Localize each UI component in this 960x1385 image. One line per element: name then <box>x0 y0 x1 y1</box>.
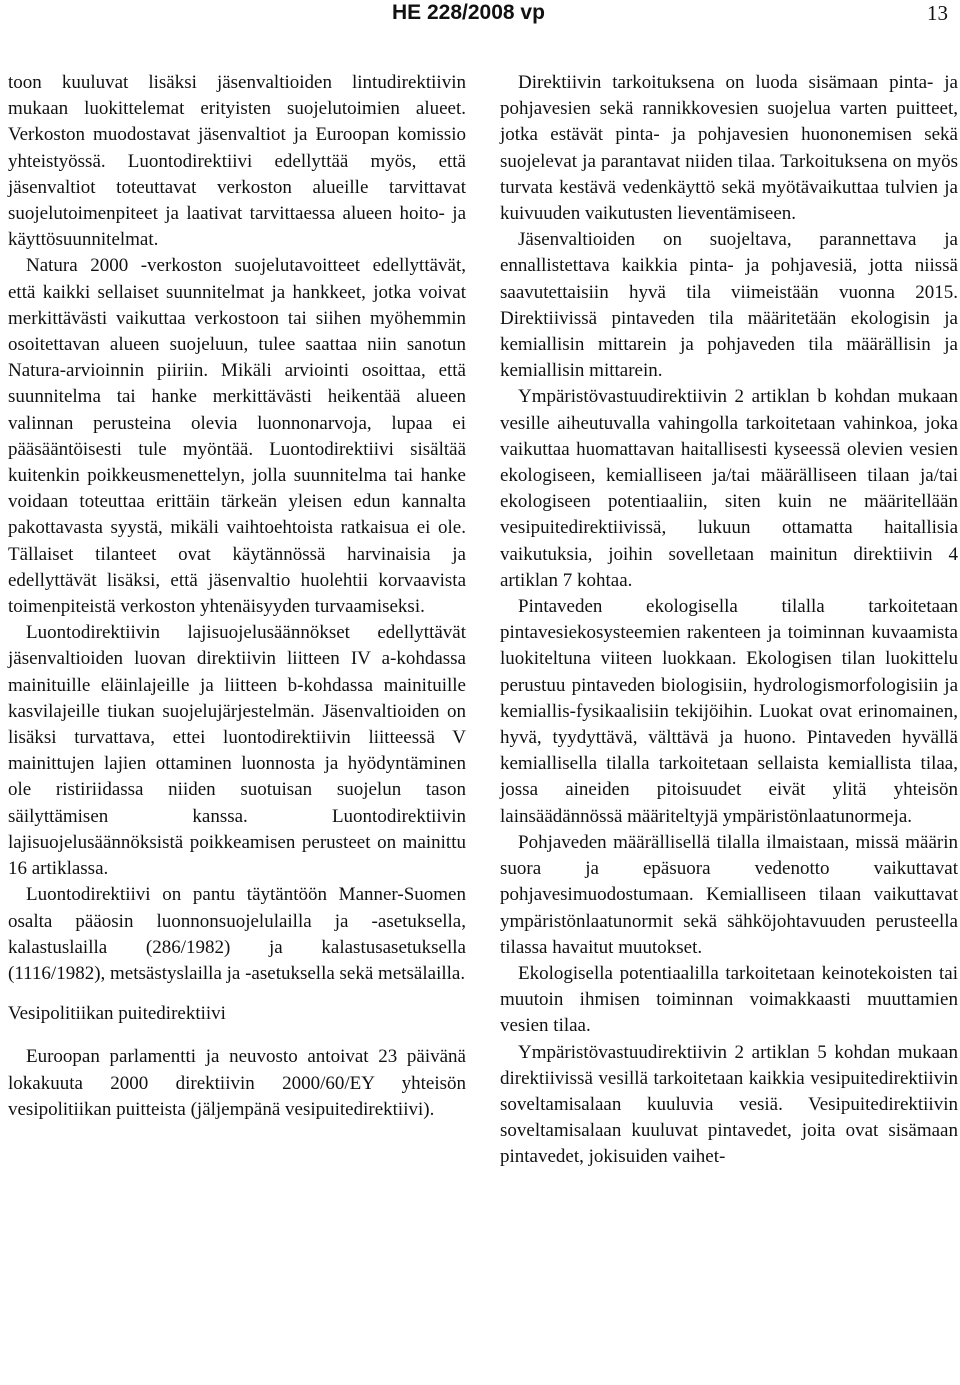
paragraph: Euroopan parlamentti ja neuvosto antoivat 23 päivänä lokakuuta 2000 direktiivin 2000/60/EY yhteisön vesipolitiikan puitteista (jäljempänä vesipuitedirektiivi). <box>8 1046 466 1120</box>
page-number: 13 <box>927 1 948 25</box>
paragraph: Ympäristövastuudirektiivin 2 artiklan b kohdan mukaan vesille aiheutuvalla vahingolla tarkoitetaan vahinkoa, joka vaikuttaa huomattavan haitallisesti kyseessä olevien vesien ekologiseen, kemialliseen ja/tai määrälliseen tilaan ja/tai ekologiseen potentiaaliin, siten kuin ne määritellään vesipuitedirektiivissä, lukuun ottamatta haitallisia vaikutuksia, joihin sovelletaan mainitun direktiivin 4 artiklan 7 kohtaa. <box>500 386 958 591</box>
paragraph: Jäsenvaltioiden on suojeltava, parannettava ja ennallistettava kaikkia pinta- ja pohjavesiä, jotta niissä saavutettaisiin hyvä tila viimeistään vuonna 2015. Direktiivissä pintaveden tila määritetään ekologisin ja kemiallisin mittarein ja pohjaveden tila määrällisin ja kemiallisin mittarein. <box>500 229 958 382</box>
paragraph: Luontodirektiivi on pantu täytäntöön Manner-Suomen osalta pääosin luonnonsuojelulailla ja -asetuksella, kalastuslailla (286/1982) ja kalastusasetuksella (1116/1982), metsästyslailla ja -asetuksella sekä metsälailla. <box>8 884 466 984</box>
paragraph: Luontodirektiivin lajisuojelusäännökset edellyttävät jäsenvaltioiden luovan direktiivin liitteen IV a-kohdassa mainituille eläinlajeille ja liitteen b-kohdassa mainituille kasvilajeille tiukan suojelujärjestelmän. Jäsenvaltioiden on lisäksi turvattava, ettei luontodirektiivin liitteessä V mainittujen lajien ottaminen luonnosta ja hyödyntäminen ole ristiriidassa niiden suotuisan suojelun tason säilyttämisen kanssa. Luontodirektiivin lajisuojelusäännöksistä poikkeamisen perusteet on mainittu 16 artiklassa. <box>8 622 466 880</box>
paragraph: Pintaveden ekologisella tilalla tarkoitetaan pintavesiekosysteemien rakenteen ja toiminnan kuvaamista luokiteltuna viiteen luokkaan. Ekologisen tilan luokittelu perustuu pintaveden biologisiin, hydrologismorfologisiin ja kemiallis-fysikaalisiin tekijöihin. Luokat ovat erinomainen, hyvä, tyydyttävä, välttävä ja huono. Pintaveden hyvällä kemiallisella tilalla tarkoitetaan sellaista kemiallista tilaa, jossa aineiden pitoisuudet eivät ylitä yhteisön lainsäädännössä määriteltyjä ympäristönlaatunormeja. <box>500 596 958 827</box>
paragraph: toon kuuluvat lisäksi jäsenvaltioiden lintudirektiivin mukaan luokittelemat erityisten suojelutoimien alueet. Verkoston muodostavat jäsenvaltiot ja Euroopan komissio yhteistyössä. Luontodirektiivi edellyttää myös, että jäsenvaltiot toteuttavat verkoston alueille tarvittavat suojelutoimenpiteet ja laativat tarvittaessa alueen hoito- ja käyttösuunnitelmat. <box>8 72 466 251</box>
right-column <box>500 70 958 1171</box>
section-heading: Vesipolitiikan puitedirektiivi <box>8 1003 226 1025</box>
paragraph: Ekologisella potentiaalilla tarkoitetaan keinotekoisten tai muutoin ihmisen toiminnan voimakkaasti muuttamien vesien tilaa. <box>500 962 958 1037</box>
paragraph: Pohjaveden määrällisellä tilalla ilmaistaan, missä määrin suora ja epäsuora vedenotto vaikuttavat pohjavesimuodostumaan. Kemialliseen tilaan vaikuttavat ympäristönlaatunormit sekä sähköjohtavuuden perusteella tilassa havaitut muutokset. <box>500 831 958 958</box>
paragraph: Direktiivin tarkoituksena on luoda sisämaan pinta- ja pohjavesien sekä rannikkovesien suojelua varten puitteet, jotka estävät pinta- ja pohjavesien huononemisen sekä suojelevat ja parantavat niiden tilaa. Tarkoituksena on myös turvata kestävä vedenkäyttö sekä myötävaikuttaa tulvien ja kuivuuden vaikutusten lieventämiseen. <box>500 72 958 225</box>
paragraph: Natura 2000 -verkoston suojelutavoitteet edellyttävät, että kaikki sellaiset suunnitelmat ja hankkeet, jotka voivat merkittävästi vaikuttaa verkostoon tai siihen myöhemmin osoitettavan alueen suojeluun, tulee saattaa niin sanotun Natura-arvioinnin piiriin. Mikäli arviointi osoittaa, että suunnitelma tai hanke merkittävästi heikentää alueen valinnan perusteina olevia luonnonarvoja, lupaa ei pääsääntöisesti tule myöntää. Luontodirektiivi sisältää kuitenkin poikkeusmenettelyn, jolla suunnitelma tai hanke voidaan toteuttaa erittäin tärkeän yleisen edun kannalta pakottavasta syystä, mikäli vaihtoehtoista ratkaisua ei ole. Tällaiset tilanteet ovat käytännössä harvinaisia ja edellyttävät lisäksi, että jäsenvaltio huolehtii korvaavista toimenpiteistä verkoston yhtenäisyyden turvaamiseksi. <box>8 255 466 618</box>
paragraph: Ympäristövastuudirektiivin 2 artiklan 5 kohdan mukaan direktiivissä vesillä tarkoitetaan kaikkia vesipuitedirektiivin soveltamisalaan kuuluvia vesiä. Vesipuitedirektiivin soveltamisalaan kuuluvat pintavedet, joita ovat sisämaan pintavedet, jokisuiden vaihet- <box>500 1041 958 1168</box>
left-column <box>8 70 466 1123</box>
document-id: HE 228/2008 vp <box>392 1 545 24</box>
page-header <box>0 0 960 40</box>
